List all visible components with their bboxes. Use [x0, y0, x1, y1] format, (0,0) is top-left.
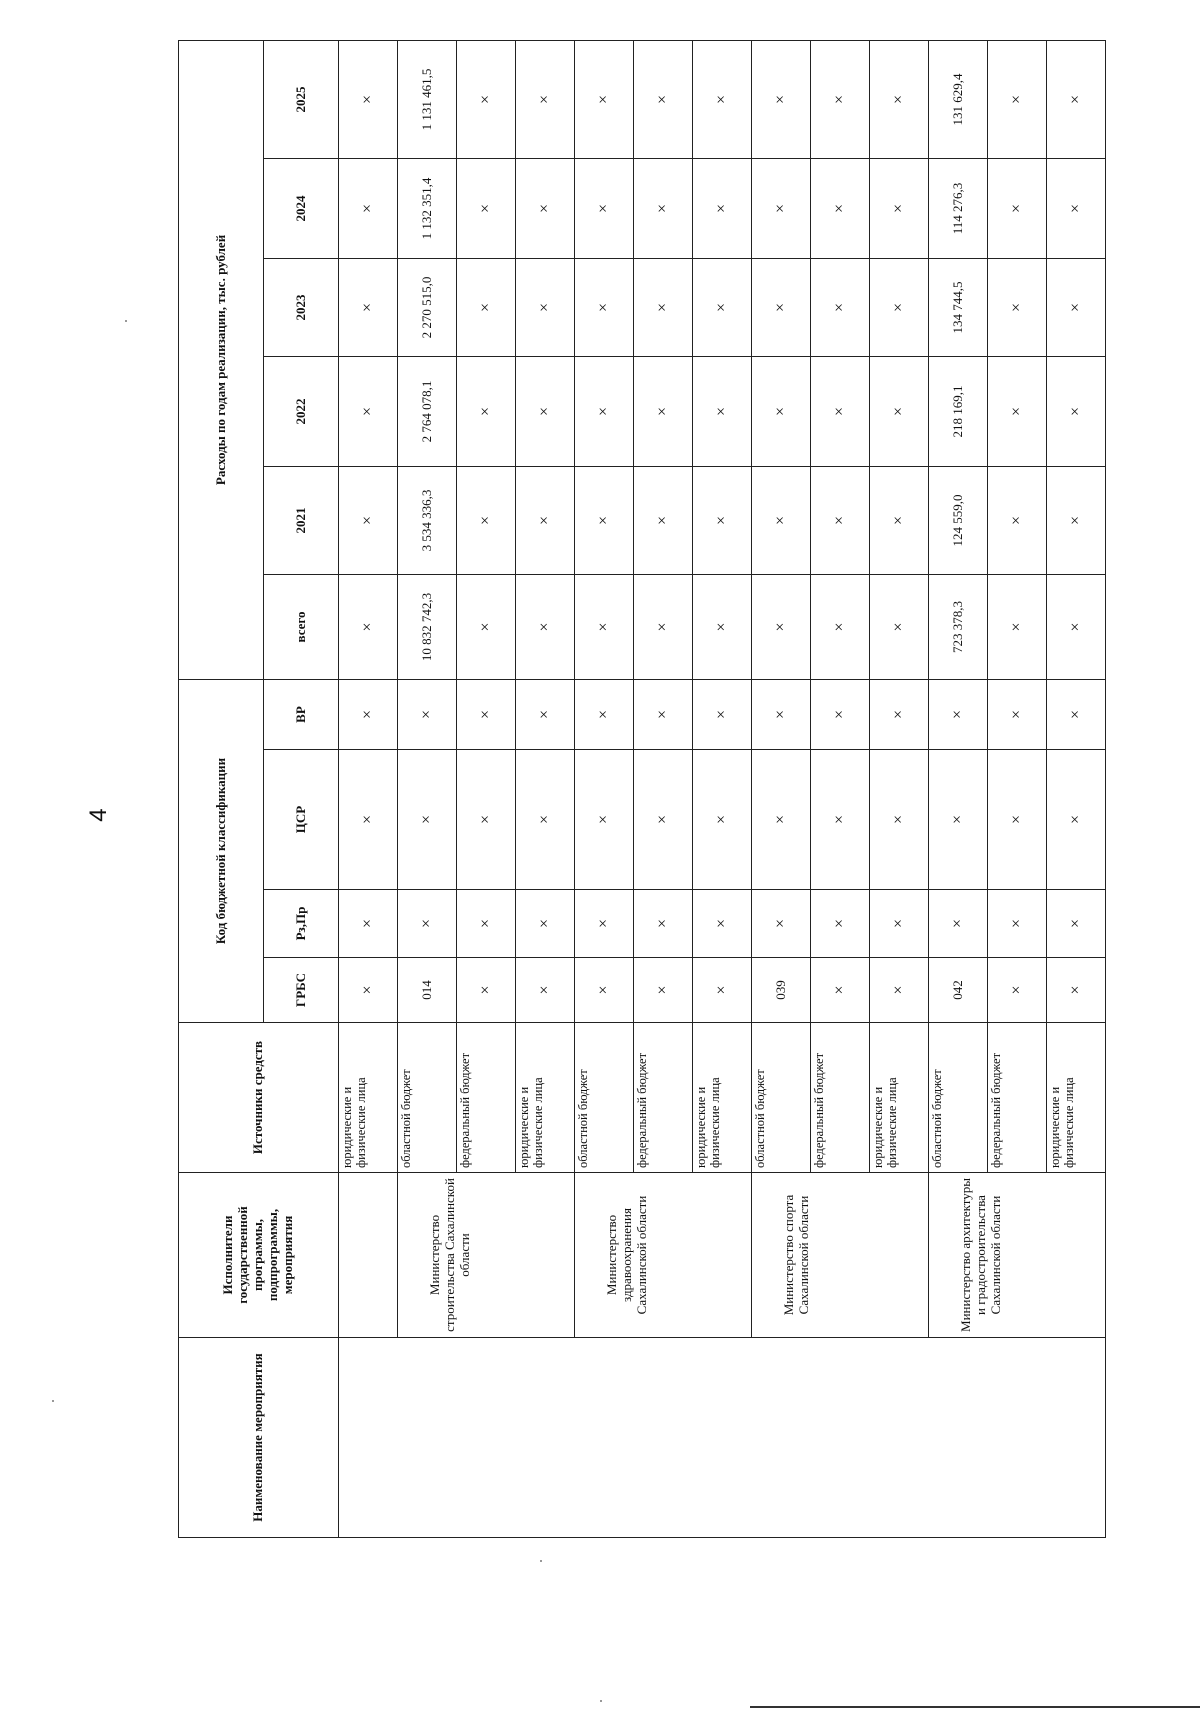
table-row [575, 40, 634, 1537]
csr-cell: × [929, 750, 988, 890]
source-cell: областной бюджет [575, 1023, 634, 1173]
year-2025-cell: × [752, 40, 811, 158]
year-2024-cell: × [1047, 158, 1106, 258]
vr-cell: × [988, 679, 1047, 749]
rzpr-cell: × [693, 890, 752, 958]
header-name: Наименование мероприятия [179, 1338, 339, 1538]
rzpr-cell: × [870, 890, 929, 958]
year-2025-cell: × [457, 40, 516, 158]
year-2024-cell: × [988, 158, 1047, 258]
executor-cell: Министерство строительства Сахалинской области [398, 1173, 575, 1338]
year-2024-cell: 114 276,3 [929, 158, 988, 258]
year-2022-cell: × [457, 356, 516, 466]
vr-cell: × [752, 679, 811, 749]
rzpr-cell: × [634, 890, 693, 958]
total-cell: × [575, 574, 634, 679]
year-2022-cell: × [811, 356, 870, 466]
source-cell: юридические и физические лица [693, 1023, 752, 1173]
year-2021-cell: × [811, 466, 870, 574]
csr-cell: × [575, 750, 634, 890]
year-2024-cell: × [516, 158, 575, 258]
year-2021-cell: × [988, 466, 1047, 574]
year-2025-cell: × [516, 40, 575, 158]
source-cell: областной бюджет [752, 1023, 811, 1173]
csr-cell: × [339, 750, 398, 890]
grbs-cell: × [870, 958, 929, 1023]
year-2023-cell: 2 270 515,0 [398, 258, 457, 356]
vr-cell: × [811, 679, 870, 749]
year-2023-cell: × [339, 258, 398, 356]
year-2023-cell: × [516, 258, 575, 356]
vr-cell: × [339, 679, 398, 749]
header-sources: Источники средств [179, 1023, 339, 1173]
year-2025-cell: × [811, 40, 870, 158]
grbs-cell: × [693, 958, 752, 1023]
source-cell: юридические и физические лица [339, 1023, 398, 1173]
vr-cell: × [575, 679, 634, 749]
grbs-cell: × [634, 958, 693, 1023]
total-cell: × [870, 574, 929, 679]
table-row [929, 40, 988, 1537]
total-cell: × [988, 574, 1047, 679]
csr-cell: × [988, 750, 1047, 890]
header-expenses: Расходы по годам реализации, тыс. рублей [179, 40, 264, 679]
header-csr: ЦСР [264, 750, 339, 890]
vr-cell: × [634, 679, 693, 749]
header-year-2021: 2021 [264, 466, 339, 574]
source-cell: федеральный бюджет [988, 1023, 1047, 1173]
header-total: всего [264, 574, 339, 679]
grbs-cell: × [988, 958, 1047, 1023]
year-2023-cell: × [988, 258, 1047, 356]
vr-cell: × [516, 679, 575, 749]
total-cell: × [1047, 574, 1106, 679]
source-cell: областной бюджет [929, 1023, 988, 1173]
table-row [398, 40, 457, 1537]
year-2022-cell: × [1047, 356, 1106, 466]
year-2023-cell: × [811, 258, 870, 356]
year-2024-cell: × [634, 158, 693, 258]
year-2025-cell: × [870, 40, 929, 158]
year-2025-cell: × [1047, 40, 1106, 158]
year-2021-cell: × [339, 466, 398, 574]
year-2023-cell: × [457, 258, 516, 356]
grbs-cell: × [457, 958, 516, 1023]
csr-cell: × [752, 750, 811, 890]
year-2023-cell: × [634, 258, 693, 356]
year-2025-cell: 131 629,4 [929, 40, 988, 158]
year-2023-cell: × [1047, 258, 1106, 356]
year-2022-cell: 218 169,1 [929, 356, 988, 466]
source-cell: федеральный бюджет [634, 1023, 693, 1173]
budget-table [178, 40, 1106, 1538]
source-cell: юридические и физические лица [516, 1023, 575, 1173]
grbs-cell: × [575, 958, 634, 1023]
year-2022-cell: × [693, 356, 752, 466]
year-2021-cell: × [575, 466, 634, 574]
rzpr-cell: × [339, 890, 398, 958]
csr-cell: × [811, 750, 870, 890]
grbs-cell: 042 [929, 958, 988, 1023]
year-2024-cell: × [870, 158, 929, 258]
grbs-cell: × [1047, 958, 1106, 1023]
header-budget-code: Код бюджетной классификации [179, 679, 264, 1022]
scan-speck [52, 1400, 54, 1402]
csr-cell: × [870, 750, 929, 890]
year-2022-cell: × [516, 356, 575, 466]
header-vr: ВР [264, 679, 339, 749]
header-year-2024: 2024 [264, 158, 339, 258]
year-2021-cell: × [457, 466, 516, 574]
source-cell: федеральный бюджет [811, 1023, 870, 1173]
year-2025-cell: × [693, 40, 752, 158]
year-2023-cell: × [752, 258, 811, 356]
source-cell: юридические и физические лица [1047, 1023, 1106, 1173]
scan-speck [600, 1700, 602, 1702]
year-2025-cell: × [988, 40, 1047, 158]
grbs-cell: × [516, 958, 575, 1023]
vr-cell: × [870, 679, 929, 749]
year-2024-cell: × [811, 158, 870, 258]
year-2024-cell: × [457, 158, 516, 258]
vr-cell: × [693, 679, 752, 749]
year-2021-cell: × [693, 466, 752, 574]
year-2024-cell: × [575, 158, 634, 258]
total-cell: × [457, 574, 516, 679]
csr-cell: × [516, 750, 575, 890]
scan-speck [540, 1560, 542, 1562]
header-year-2023: 2023 [264, 258, 339, 356]
year-2023-cell: × [693, 258, 752, 356]
year-2022-cell: × [988, 356, 1047, 466]
year-2023-cell: × [870, 258, 929, 356]
budget-table-container [178, 41, 1106, 1538]
year-2024-cell: × [339, 158, 398, 258]
rzpr-cell: × [457, 890, 516, 958]
grbs-cell: 014 [398, 958, 457, 1023]
total-cell: × [634, 574, 693, 679]
header-rzpr: Рз,Пр [264, 890, 339, 958]
total-cell: 723 378,3 [929, 574, 988, 679]
year-2021-cell: × [752, 466, 811, 574]
source-cell: областной бюджет [398, 1023, 457, 1173]
year-2023-cell: × [575, 258, 634, 356]
year-2024-cell: 1 132 351,4 [398, 158, 457, 258]
year-2024-cell: × [752, 158, 811, 258]
header-year-2025: 2025 [264, 40, 339, 158]
year-2022-cell: × [575, 356, 634, 466]
vr-cell: × [457, 679, 516, 749]
year-2023-cell: 134 744,5 [929, 258, 988, 356]
event-name-cell [339, 1338, 1106, 1538]
vr-cell: × [929, 679, 988, 749]
year-2021-cell: 124 559,0 [929, 466, 988, 574]
year-2022-cell: × [634, 356, 693, 466]
grbs-cell: × [339, 958, 398, 1023]
rzpr-cell: × [811, 890, 870, 958]
csr-cell: × [693, 750, 752, 890]
year-2025-cell: × [634, 40, 693, 158]
header-executors: Исполнители государственной программы, подпрограммы, мероприятия [179, 1173, 339, 1338]
csr-cell: × [634, 750, 693, 890]
rotated-table-frame [178, 41, 1106, 1538]
year-2022-cell: × [339, 356, 398, 466]
csr-cell: × [457, 750, 516, 890]
rzpr-cell: × [929, 890, 988, 958]
year-2022-cell: × [870, 356, 929, 466]
rzpr-cell: × [575, 890, 634, 958]
csr-cell: × [398, 750, 457, 890]
header-grbs: ГРБС [264, 958, 339, 1023]
year-2022-cell: × [752, 356, 811, 466]
year-2024-cell: × [693, 158, 752, 258]
year-2021-cell: × [516, 466, 575, 574]
executor-cell: Министерство архитектуры и градостроительства Сахалинской области [929, 1173, 1106, 1338]
total-cell: × [693, 574, 752, 679]
year-2021-cell: × [1047, 466, 1106, 574]
year-2025-cell: × [575, 40, 634, 158]
vr-cell: × [1047, 679, 1106, 749]
source-cell: юридические и физические лица [870, 1023, 929, 1173]
rzpr-cell: × [752, 890, 811, 958]
executor-cell: Министерство спорта Сахалинской области [752, 1173, 929, 1338]
rzpr-cell: × [988, 890, 1047, 958]
table-row [339, 40, 398, 1537]
total-cell: × [752, 574, 811, 679]
total-cell: × [811, 574, 870, 679]
rzpr-cell: × [516, 890, 575, 958]
year-2021-cell: × [870, 466, 929, 574]
rzpr-cell: × [398, 890, 457, 958]
grbs-cell: × [811, 958, 870, 1023]
year-2022-cell: 2 764 078,1 [398, 356, 457, 466]
total-cell: × [516, 574, 575, 679]
executor-cell: Министерство здравоохранения Сахалинской области [575, 1173, 752, 1338]
scan-speck [125, 320, 127, 322]
total-cell: 10 832 742,3 [398, 574, 457, 679]
csr-cell: × [1047, 750, 1106, 890]
year-2025-cell: × [339, 40, 398, 158]
total-cell: × [339, 574, 398, 679]
rzpr-cell: × [1047, 890, 1106, 958]
header-year-2022: 2022 [264, 356, 339, 466]
year-2025-cell: 1 131 461,5 [398, 40, 457, 158]
year-2021-cell: × [634, 466, 693, 574]
vr-cell: × [398, 679, 457, 749]
table-body [339, 40, 1106, 1537]
grbs-cell: 039 [752, 958, 811, 1023]
executor-cell [339, 1173, 398, 1338]
table-row [752, 40, 811, 1537]
footer-rule [750, 1706, 1200, 1708]
year-2021-cell: 3 534 336,3 [398, 466, 457, 574]
page-number: 4 [85, 808, 112, 822]
source-cell: федеральный бюджет [457, 1023, 516, 1173]
